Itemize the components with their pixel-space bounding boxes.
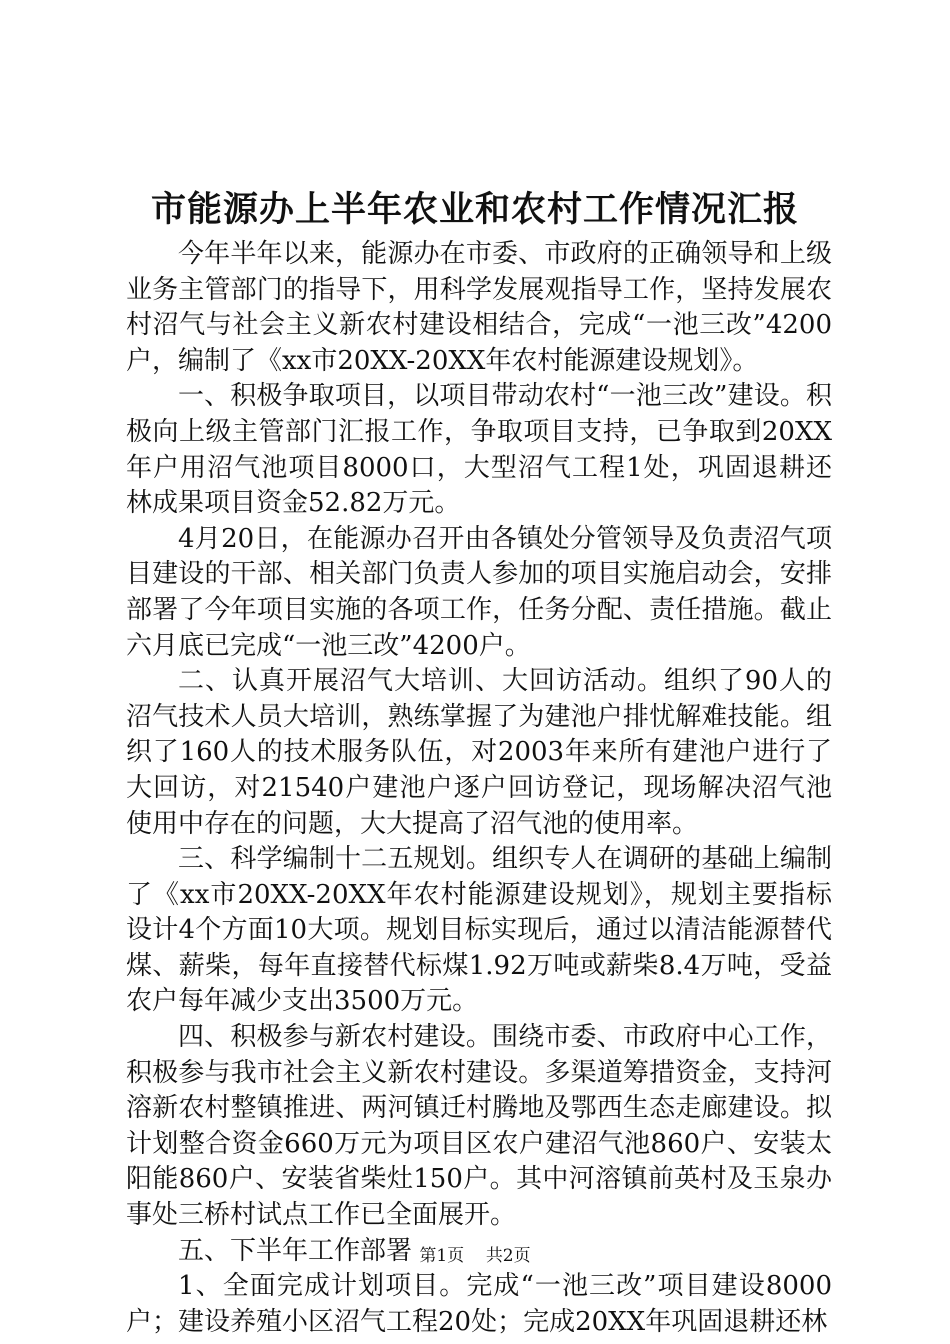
document-title: 市能源办上半年农业和农村工作情况汇报 (150, 189, 799, 230)
paragraph-section-1: 一、积极争取项目，以项目带动农村“一池三改”建设。积极向上级主管部门汇报工作，争取项目支持，已争取到20XX年户用沼气池项目8000口，大型沼气工程1处，巩固退耕还林成果项目资金52.82万元。 (126, 381, 832, 519)
paragraph-section-3: 三、科学编制十二五规划。组织专人在调研的基础上编制了《xx市20XX-20XX年农村能源建设规划》，规划主要指标设计4个方面10大项。规划目标实现后，通过以清洁能源替代煤、薪柴，每年直接替代标煤1.92万吨或薪柴8.4万吨，受益农户每年减少支出3500万元。 (126, 844, 832, 1017)
footer-separator (470, 1246, 481, 1266)
paragraph-section-2: 二、认真开展沼气大培训、大回访活动。组织了90人的沼气技术人员大培训，熟练掌握了为建池户排忧解难技能。组织了160人的技术服务队伍，对2003年来所有建池户进行了大回访，对21540户建池户逐户回访登记，现场解决沼气池使用中存在的问题，大大提高了沼气池的使用率。 (126, 666, 832, 839)
page-footer (0, 1244, 950, 1268)
paragraph-section-4: 四、积极参与新农村建设。围绕市委、市政府中心工作，积极参与我市社会主义新农村建设。多渠道筹措资金，支持河溶新农村整镇推进、两河镇迁村腾地及鄂西生态走廊建设。拟计划整合资金660万元为项目区农户建沼气池860户、安装太阳能860户、安装省柴灶150户。其中河溶镇前英村及玉泉办事处三桥村试点工作已全面展开。 (126, 1022, 832, 1231)
paragraph-plan-item-1: 1、全面完成计划项目。完成“一池三改”项目建设8000户；建设养殖小区沼气工程20处；完成20XX年巩固退耕还林 (126, 1271, 832, 1337)
document-body (126, 237, 832, 1340)
page-total: 共2页 (485, 1246, 531, 1266)
paragraph-launch-meeting: 4月20日，在能源办召开由各镇处分管领导及负责沼气项目建设的干部、相关部门负责人参加的项目实施启动会，安排部署了今年项目实施的各项工作，任务分配、责任措施。截止六月底已完成“一池三改”4200户。 (126, 523, 832, 661)
paragraph-intro: 今年半年以来，能源办在市委、市政府的正确领导和上级业务主管部门的指导下，用科学发展观指导工作，坚持发展农村沼气与社会主义新农村建设相结合，完成“一池三改”4200户，编制了《xx市20XX-20XX年农村能源建设规划》。 (126, 239, 832, 376)
page-number: 第1页 (419, 1246, 465, 1266)
paragraph-section-5-heading: 五、下半年工作部署 (178, 1235, 413, 1266)
